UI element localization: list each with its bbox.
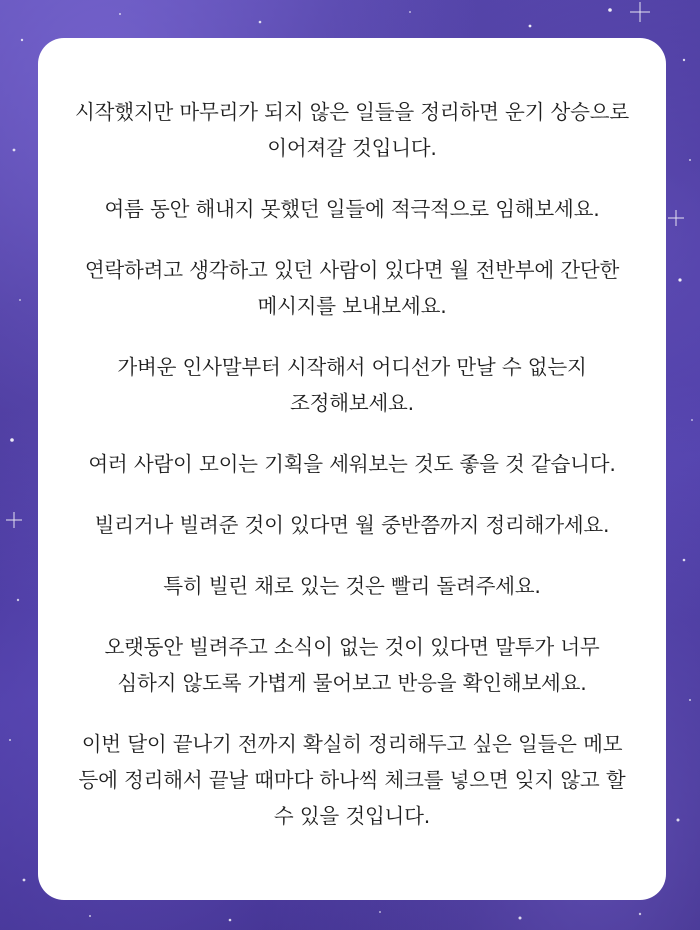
paragraph-line: 특히 빌린 채로 있는 것은 빨리 돌려주세요. (163, 574, 541, 598)
text-body (60, 94, 644, 834)
paragraph-line: 시작했지만 마무리가 되지 않은 일들을 정리하면 운기 상승으로 (75, 100, 629, 124)
paragraph-line: 가벼운 인사말부터 시작해서 어디선가 만날 수 없는지 (117, 355, 587, 379)
paragraph-line: 메시지를 보내보세요. (257, 294, 447, 318)
paragraph-line: 등에 정리해서 끝날 때마다 하나씩 체크를 넣으면 잊지 않고 할 (78, 768, 626, 792)
paragraph (60, 629, 644, 701)
paragraph (60, 568, 644, 604)
paragraph (60, 252, 644, 324)
paragraph (60, 446, 644, 482)
paragraph-line: 이어져갈 것입니다. (267, 136, 437, 160)
paragraph (60, 94, 644, 166)
paragraph-line: 조정해보세요. (290, 391, 414, 415)
paragraph-line: 오랫동안 빌려주고 소식이 없는 것이 있다면 말투가 너무 (104, 635, 600, 659)
paragraph-line: 여름 동안 해내지 못했던 일들에 적극적으로 임해보세요. (104, 197, 600, 221)
paragraph-line: 연락하려고 생각하고 있던 사람이 있다면 월 전반부에 간단한 (84, 258, 620, 282)
paragraph-line: 이번 달이 끝나기 전까지 확실히 정리해두고 싶은 일들은 메모 (81, 732, 623, 756)
paragraph-line: 빌리거나 빌려준 것이 있다면 월 중반쯤까지 정리해가세요. (94, 513, 610, 537)
paragraph (60, 191, 644, 227)
content-card (38, 38, 666, 900)
paragraph (60, 349, 644, 421)
paragraph-line: 여러 사람이 모이는 기획을 세워보는 것도 좋을 것 같습니다. (88, 452, 616, 476)
paragraph (60, 507, 644, 543)
paragraph (60, 726, 644, 834)
paragraph-line: 수 있을 것입니다. (273, 804, 431, 828)
paragraph-line: 심하지 않도록 가볍게 물어보고 반응을 확인해보세요. (117, 671, 587, 695)
